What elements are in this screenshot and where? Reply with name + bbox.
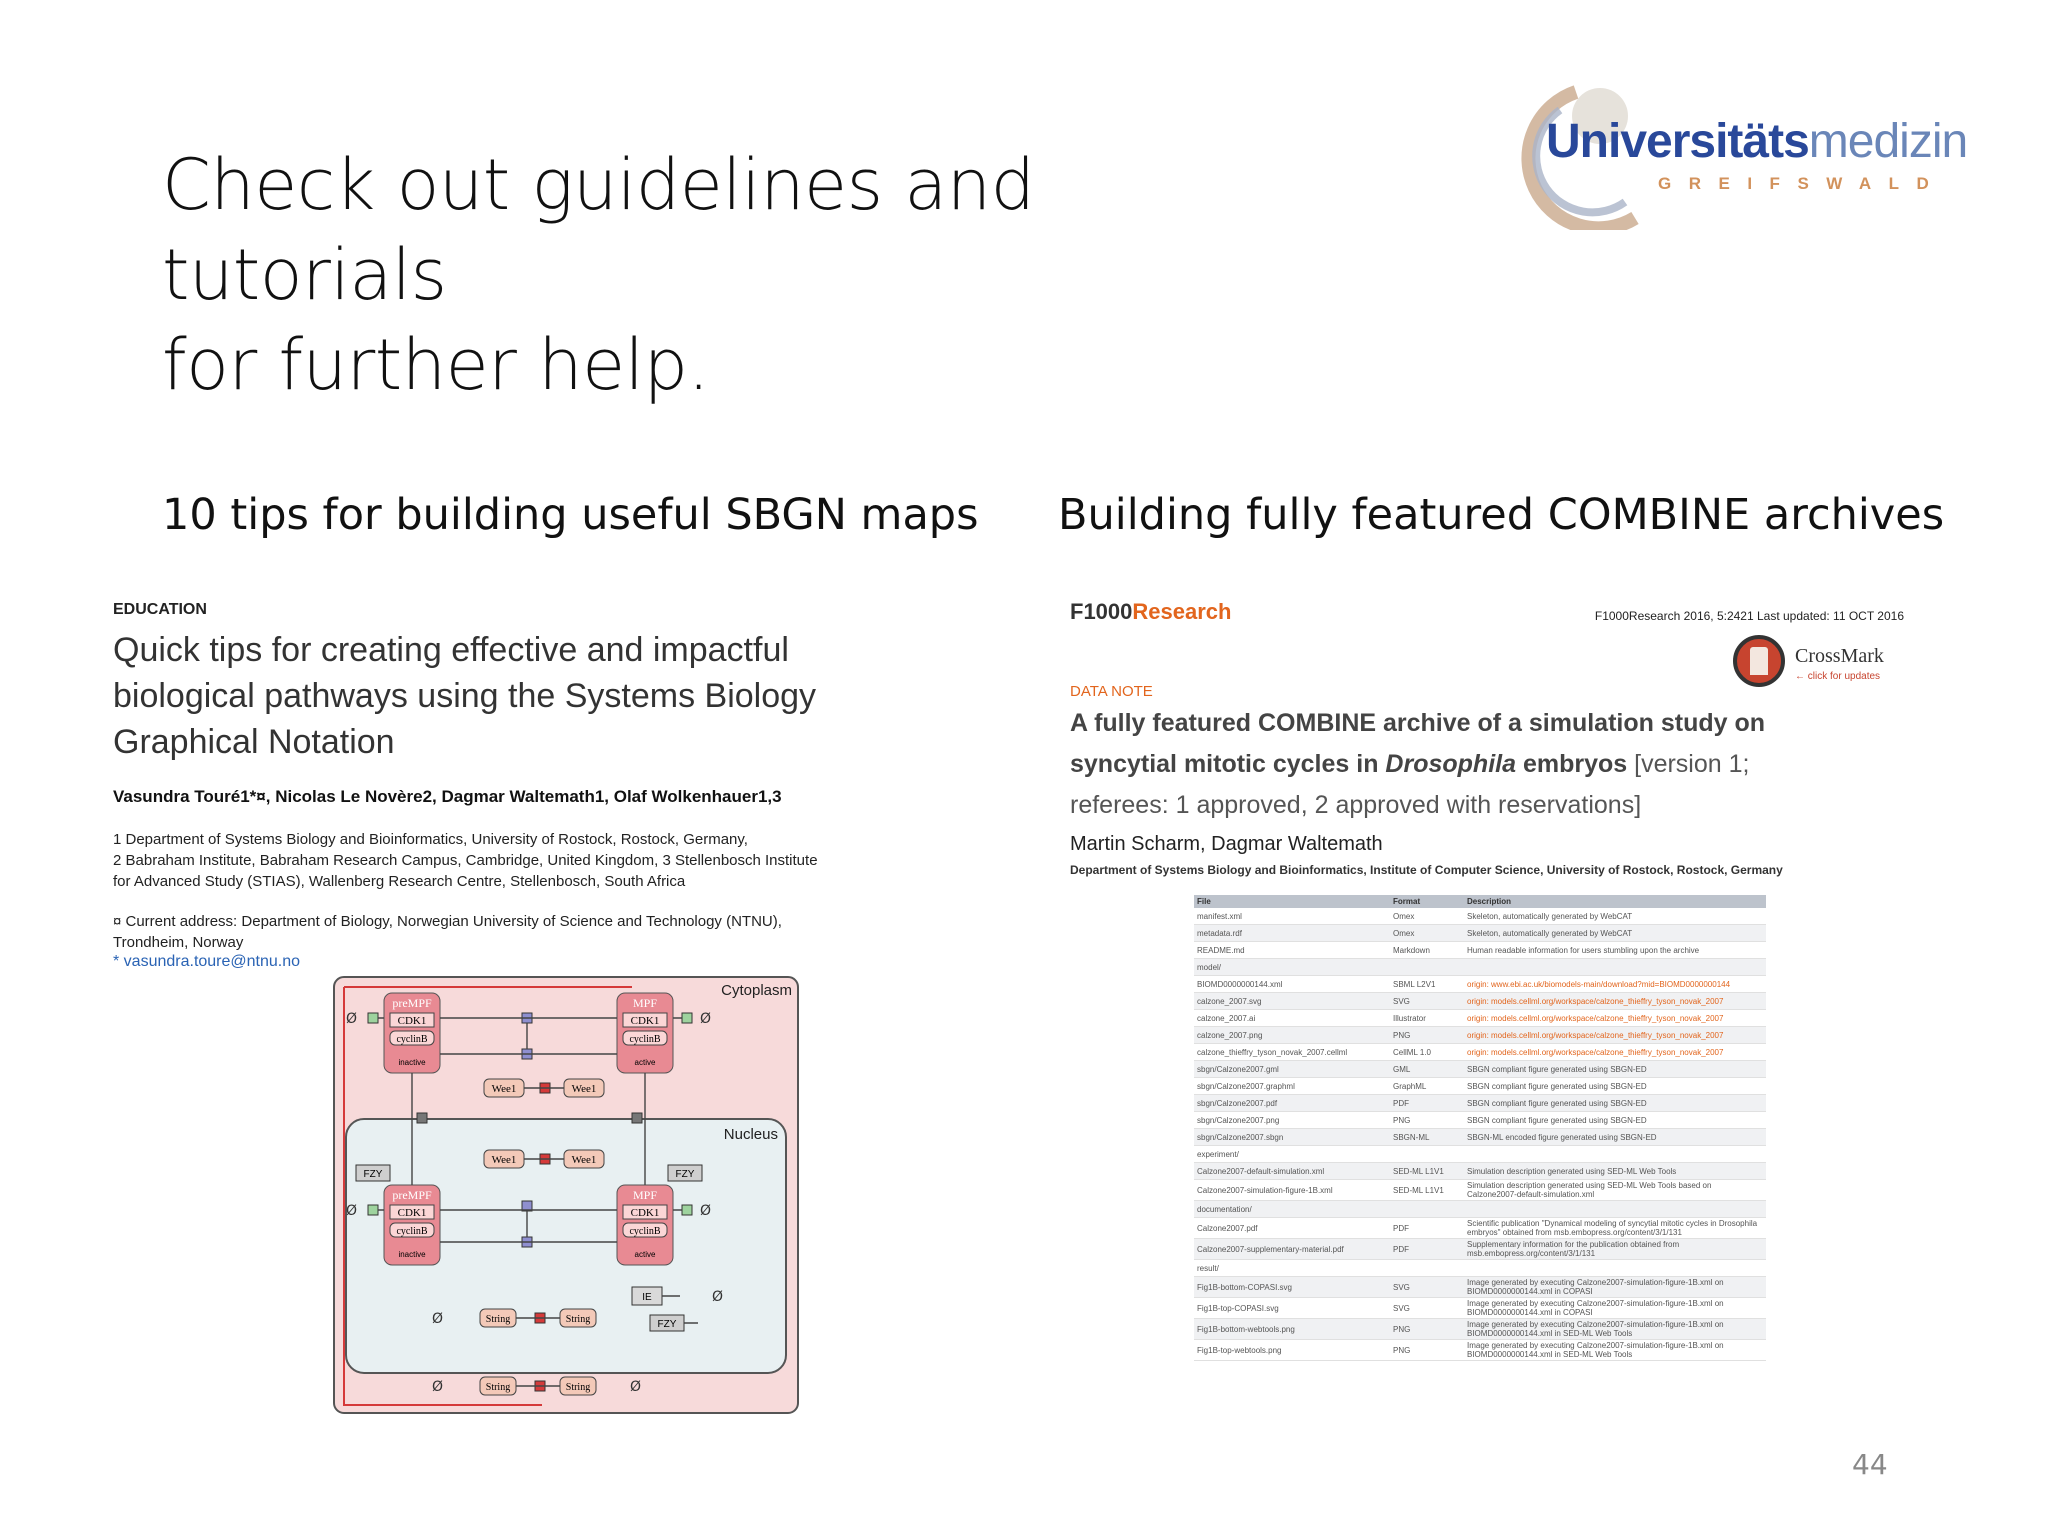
table-cell: sbgn/Calzone2007.gml [1194,1061,1390,1078]
crossmark-icon [1733,635,1785,687]
paper-affiliation: Department of Systems Biology and Bioinformatics, Institute of Computer Science, University of Rostock, Rostock, Germany [1070,863,1783,877]
svg-text:cyclinB: cyclinB [396,1034,428,1045]
table-cell [1464,1260,1766,1277]
degradation-symbol: Ø [700,1203,712,1219]
table-header: File [1194,895,1390,908]
svg-text:CDK1: CDK1 [630,1207,660,1219]
svg-text:FZY: FZY [675,1169,695,1180]
paper-title [1070,703,1890,826]
table-row [1194,1078,1766,1095]
mpf-complex-cytoplasm [617,993,673,1073]
table-cell: Calzone2007.pdf [1194,1218,1390,1239]
table-cell: Image generated by executing Calzone2007-simulation-figure-1B.xml on BIOMD0000000144.xml in SED-ML Web Tools [1464,1319,1766,1340]
table-cell: calzone_2007.png [1194,1027,1390,1044]
table-cell: CellML 1.0 [1390,1044,1464,1061]
svg-text:Wee1: Wee1 [491,1083,517,1095]
crossmark-sublabel: ← click for updates [1795,671,1881,682]
svg-text:inactive: inactive [398,1058,426,1067]
table-cell: calzone_2007.svg [1194,993,1390,1010]
svg-text:IE: IE [642,1292,652,1303]
table-cell [1390,1146,1464,1163]
table-row [1194,908,1766,925]
premp-complex-nucleus [384,1185,440,1265]
table-cell: SBML L2V1 [1390,976,1464,993]
degradation-symbol: Ø [700,1011,712,1027]
table-cell: PDF [1390,1218,1464,1239]
table-row [1194,1010,1766,1027]
table-cell: documentation/ [1194,1201,1390,1218]
table-row [1194,1163,1766,1180]
table-cell: SVG [1390,1277,1464,1298]
table-cell: Fig1B-bottom-webtools.png [1194,1319,1390,1340]
nucleus-label: Nucleus [723,1126,778,1143]
table-cell: SVG [1390,1298,1464,1319]
svg-text:String: String [565,1314,591,1325]
cytoplasm-label: Cytoplasm [721,982,792,999]
table-cell: Omex [1390,925,1464,942]
paper-title-line: referees: 1 approved, 2 approved with reservations] [1070,791,1642,819]
table-cell: Fig1B-bottom-COPASI.svg [1194,1277,1390,1298]
svg-text:Wee1: Wee1 [571,1083,597,1095]
table-row [1194,976,1766,993]
degradation-symbol: Ø [432,1379,444,1395]
mpf-complex-nucleus [617,1185,673,1265]
table-cell: SBGN-ML [1390,1129,1464,1146]
degradation-symbol: Ø [630,1379,642,1395]
svg-text:String: String [565,1382,591,1393]
table-cell: origin: models.cellml.org/workspace/calzone_thieffry_tyson_novak_2007 [1464,1044,1766,1061]
svg-text:String: String [485,1382,511,1393]
svg-text:inactive: inactive [398,1250,426,1259]
slide-title-line-1: Check out guidelines and tutorials [162,144,1035,316]
table-row [1194,1180,1766,1201]
table-cell: sbgn/Calzone2007.sbgn [1194,1129,1390,1146]
table-cell: Fig1B-top-webtools.png [1194,1340,1390,1361]
logo-wordmark: Universitätsmedizin [1546,115,1968,168]
table-row [1194,1095,1766,1112]
table-row [1194,1239,1766,1260]
table-cell: SBGN-ML encoded figure generated using SBGN-ED [1464,1129,1766,1146]
table-cell: Calzone2007-default-simulation.xml [1194,1163,1390,1180]
svg-text:preMPF: preMPF [392,1188,432,1202]
university-logo [1490,80,1968,230]
degradation-symbol: Ø [346,1011,358,1027]
table-cell: SED-ML L1V1 [1390,1180,1464,1201]
table-row [1194,993,1766,1010]
table-cell: BIOMD0000000144.xml [1194,976,1390,993]
premp-complex-cytoplasm [384,993,440,1073]
address-line: Trondheim, Norway [113,934,244,951]
table-cell: SBGN compliant figure generated using SBGN-ED [1464,1061,1766,1078]
table-cell: Image generated by executing Calzone2007-simulation-figure-1B.xml on BIOMD0000000144.xml in COPASI [1464,1298,1766,1319]
degradation-symbol: Ø [712,1289,724,1305]
affiliation-line: 1 Department of Systems Biology and Bioinformatics, University of Rostock, Rostock, Germany, [113,831,748,848]
table-cell: metadata.rdf [1194,925,1390,942]
slide-title-line-2: for further help. [162,324,710,406]
table-row [1194,1061,1766,1078]
svg-text:FZY: FZY [657,1319,677,1330]
table-cell: Calzone2007-supplementary-material.pdf [1194,1239,1390,1260]
table-cell: manifest.xml [1194,908,1390,925]
right-column-heading: Building fully featured COMBINE archives [1058,490,1945,540]
slide-title [162,140,1322,410]
table-row [1194,925,1766,942]
table-row [1194,1201,1766,1218]
table-cell: SVG [1390,993,1464,1010]
table-row [1194,942,1766,959]
crossmark-badge[interactable] [1733,635,1893,695]
paper-title [113,627,1013,765]
table-header: Format [1390,895,1464,908]
paper-section-label: DATA NOTE [1070,683,1153,700]
table-row [1194,1129,1766,1146]
table-cell: experiment/ [1194,1146,1390,1163]
table-cell: Supplementary information for the publication obtained from msb.embopress.org/content/3/1/131 [1464,1239,1766,1260]
table-cell: Markdown [1390,942,1464,959]
paper-title-line: syncytial mitotic cycles in Drosophila embryos [version 1; [1070,750,1750,778]
paper-authors: Vasundra Touré1*¤, Nicolas Le Novère2, Dagmar Waltemath1, Olaf Wolkenhauer1,3 [113,787,782,806]
table-cell: sbgn/Calzone2007.pdf [1194,1095,1390,1112]
svg-text:MPF: MPF [632,1188,658,1202]
svg-text:preMPF: preMPF [392,996,432,1010]
degradation-symbol: Ø [432,1311,444,1327]
degradation-symbol: Ø [346,1203,358,1219]
sbgn-paper-excerpt [110,595,1030,1435]
table-cell [1464,1146,1766,1163]
table-row [1194,1260,1766,1277]
svg-text:cyclinB: cyclinB [396,1226,428,1237]
table-cell: PNG [1390,1340,1464,1361]
table-cell: SBGN compliant figure generated using SBGN-ED [1464,1078,1766,1095]
paper-email: * vasundra.toure@ntnu.no [113,953,301,970]
table-cell: result/ [1194,1260,1390,1277]
table-cell: Scientific publication "Dynamical modeling of syncytial mitotic cycles in Drosophila embryos" obtained from msb.embopress.org/content/3/1/131 [1464,1218,1766,1239]
table-cell: PNG [1390,1319,1464,1340]
table-cell: Omex [1390,908,1464,925]
table-header-row [1194,895,1766,908]
table-cell: PNG [1390,1112,1464,1129]
table-cell: Image generated by executing Calzone2007-simulation-figure-1B.xml on BIOMD0000000144.xml in SED-ML Web Tools [1464,1340,1766,1361]
address-line: ¤ Current address: Department of Biology, Norwegian University of Science and Technology (NTNU), [113,913,782,930]
table-row [1194,1112,1766,1129]
svg-text:CDK1: CDK1 [397,1207,427,1219]
table-row [1194,959,1766,976]
table-cell: GML [1390,1061,1464,1078]
table-cell: Skeleton, automatically generated by WebCAT [1464,925,1766,942]
table-cell: origin: models.cellml.org/workspace/calzone_thieffry_tyson_novak_2007 [1464,993,1766,1010]
table-cell: SBGN compliant figure generated using SBGN-ED [1464,1095,1766,1112]
svg-text:active: active [634,1058,656,1067]
table-header: Description [1464,895,1766,908]
table-cell: Illustrator [1390,1010,1464,1027]
table-cell [1390,1260,1464,1277]
table-cell: origin: www.ebi.ac.uk/biomodels-main/download?mid=BIOMD0000000144 [1464,976,1766,993]
svg-text:cyclinB: cyclinB [629,1034,661,1045]
svg-text:CDK1: CDK1 [397,1015,427,1027]
table-row [1194,1218,1766,1239]
paper-citation: F1000Research 2016, 5:2421 Last updated: 11 OCT 2016 [1594,609,1904,623]
crossmark-label: CrossMark [1795,645,1884,667]
table-cell: Calzone2007-simulation-figure-1B.xml [1194,1180,1390,1201]
table-cell: Skeleton, automatically generated by WebCAT [1464,908,1766,925]
table-cell [1464,959,1766,976]
table-row [1194,1277,1766,1298]
paper-title-line: Graphical Notation [113,723,395,761]
table-cell: GraphML [1390,1078,1464,1095]
table-row [1194,1319,1766,1340]
f1000-logo: F1000Research [1070,599,1232,624]
table-row [1194,1298,1766,1319]
paper-title-line: A fully featured COMBINE archive of a simulation study on [1070,709,1766,737]
svg-text:FZY: FZY [363,1169,383,1180]
paper-title-line: biological pathways using the Systems Biology [113,677,817,715]
affiliation-line: for Advanced Study (STIAS), Wallenberg Research Centre, Stellenbosch, South Africa [113,873,686,890]
paper-current-address [113,911,933,953]
paper-authors: Martin Scharm, Dagmar Waltemath [1070,833,1383,855]
table-cell: origin: models.cellml.org/workspace/calzone_thieffry_tyson_novak_2007 [1464,1010,1766,1027]
table-cell: README.md [1194,942,1390,959]
table-row [1194,1340,1766,1361]
table-row [1194,1146,1766,1163]
table-cell: model/ [1194,959,1390,976]
paper-title-line: Quick tips for creating effective and impactful [113,631,789,669]
svg-text:MPF: MPF [632,996,658,1010]
svg-text:Wee1: Wee1 [491,1154,517,1166]
table-cell: calzone_thieffry_tyson_novak_2007.cellml [1194,1044,1390,1061]
paper-affiliations [113,829,933,892]
table-cell [1390,959,1464,976]
table-cell: SBGN compliant figure generated using SBGN-ED [1464,1112,1766,1129]
combine-paper-excerpt [1068,595,1908,1415]
table-row [1194,1027,1766,1044]
table-cell: sbgn/Calzone2007.png [1194,1112,1390,1129]
sbgn-map-figure [332,975,800,1415]
table-cell: Image generated by executing Calzone2007-simulation-figure-1B.xml on BIOMD0000000144.xml in COPASI [1464,1277,1766,1298]
table-cell: calzone_2007.ai [1194,1010,1390,1027]
logo-city: GREIFSWALD [1658,174,1947,193]
svg-text:cyclinB: cyclinB [629,1226,661,1237]
table-cell: PDF [1390,1095,1464,1112]
table-cell: Simulation description generated using SED-ML Web Tools [1464,1163,1766,1180]
table-cell: origin: models.cellml.org/workspace/calzone_thieffry_tyson_novak_2007 [1464,1027,1766,1044]
table-cell: SED-ML L1V1 [1390,1163,1464,1180]
page-number: 44 [1852,1448,1888,1481]
left-column-heading: 10 tips for building useful SBGN maps [162,490,979,540]
svg-text:active: active [634,1250,656,1259]
table-cell: Simulation description generated using SED-ML Web Tools based on Calzone2007-default-simulation.xml [1464,1180,1766,1201]
table-cell [1464,1201,1766,1218]
affiliation-line: 2 Babraham Institute, Babraham Research Campus, Cambridge, United Kingdom, 3 Stellenbosch Institute [113,852,818,869]
archive-contents-table [1194,895,1766,1361]
svg-text:Wee1: Wee1 [571,1154,597,1166]
table-cell: PNG [1390,1027,1464,1044]
table-row [1194,1044,1766,1061]
table-cell: Human readable information for users stumbling upon the archive [1464,942,1766,959]
paper-section-label: EDUCATION [113,601,207,618]
table-cell [1390,1201,1464,1218]
table-cell: sbgn/Calzone2007.graphml [1194,1078,1390,1095]
svg-text:CDK1: CDK1 [630,1015,660,1027]
table-cell: PDF [1390,1239,1464,1260]
table-cell: Fig1B-top-COPASI.svg [1194,1298,1390,1319]
svg-text:String: String [485,1314,511,1325]
